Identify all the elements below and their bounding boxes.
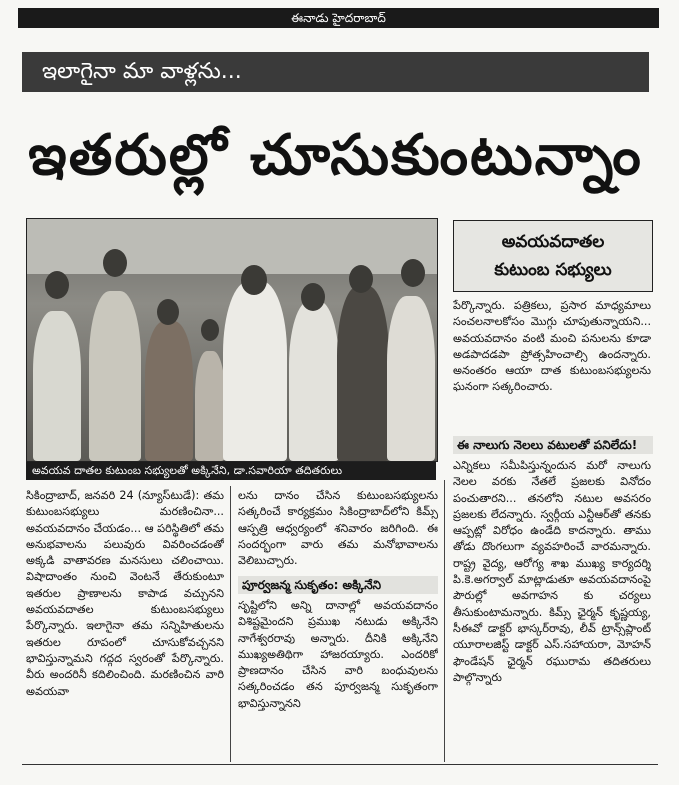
side-box-line2: కుటుంబ సభ్యులు xyxy=(494,260,612,280)
right-column-bottom xyxy=(453,458,651,760)
photo-person xyxy=(33,311,81,461)
photo-person-head xyxy=(201,319,219,341)
photo-person xyxy=(145,321,193,461)
photo-person xyxy=(337,286,389,461)
photo-person-head xyxy=(349,265,373,293)
photo-person-head xyxy=(103,249,127,277)
photo-person xyxy=(387,296,435,461)
photo-person xyxy=(289,301,339,461)
bottom-rule xyxy=(22,764,658,765)
column-two-paragraph-2: సృష్టిలోని అన్ని దానాల్లో అవయవదానం విశిష్టమైందని ప్రముఖ నటుడు అక్కినేని నాగేశ్వరరావు అన్నారు. దీనికి అక్కినేని ముఖ్యఅతిథిగా హాజరయ్యారు. ఎందరికో ప్రాణదానం చేసిన వారి బంధువులను సత్కరించడం తన పూర్వజన్మ సుకృతంగా భావిస్తున్నానని xyxy=(238,599,438,710)
kicker-banner: ఇలాగైనా మా వాళ్లను... xyxy=(22,52,649,92)
group-photo xyxy=(26,218,438,462)
photo-person-head xyxy=(401,259,425,287)
column-one xyxy=(26,488,224,760)
column-two-paragraph: లను దానం చేసిన కుటుంబసభ్యులను సత్కరించే కార్యక్రమం సికింద్రాబాద్‌లోని కిమ్స్ ఆస్పత్రి ఆధ్వర్యంలో శనివారం జరిగింది. ఈ సందర్భంగా వారు తమ మనోభావాలను వెలిబుచ్చారు. xyxy=(238,489,438,568)
photo-person-head xyxy=(241,265,267,295)
photo-person-head xyxy=(45,271,69,299)
right-subheading: ఈ నాలుగు నెలలు వటులతో పనిలేదు! xyxy=(453,436,653,454)
photo-person-head xyxy=(301,283,325,311)
headline: ఇతరుల్లో చూసుకుంటున్నాం xyxy=(28,122,643,188)
column-two-bottom xyxy=(238,598,438,760)
column-divider xyxy=(230,486,231,762)
masthead: ఈనాడు హైదరాబాద్ xyxy=(18,8,659,28)
photo-person-head xyxy=(157,299,179,325)
right-top-paragraph: పేర్కొన్నారు. పత్రికలు, ప్రసార మాధ్యమాలు సంచలనాలకోసం మొగ్గు చూపుతున్నాయని... అవయవదానం వంటి మంచి పనులను కూడా అడపాదడపా ప్రోత్సహించాల్సి ఉందన్నారు. అనంతరం ఆయా దాత కుటుంబసభ్యులను ఘనంగా సత్కరించారు. xyxy=(453,299,651,394)
side-box-line1: అవయవదాతల xyxy=(501,232,605,252)
column-one-paragraph: సికింద్రాబాద్, జనవరి 24 (న్యూస్‌టుడే): తమ కుటుంబసభ్యులు మరణించినా... అవయవదానం చేయడం... ఆ పరిస్థితిలో తమ అనుభవాలను పలువురు వివరించడంతో అక్కడి వాతావరణ మనసులు చలించాయి. విషాదాంతం నుంచి వెంటనే తేరుకుంటూ ఇతరుల ప్రాణాలను కాపాడ వచ్చునని అవయవదాతల కుటుంబసభ్యులు పేర్కొన్నారు. ఇలాగైనా తమ సన్నిహితులను ఇతరుల రూపంలో చూసుకోవచ్చనని భావిస్తున్నామని గద్గద స్వరంతో పేర్కొన్నారు. వీరు అందరినీ కదిలించింది. మరణించిన వారి అవయవా xyxy=(26,489,224,698)
right-bottom-paragraph: ఎన్నికలు సమీపిస్తున్నందున మరో నాలుగు నెలల వరకు నేతలే ప్రజలకు వినోదం పంచుతారని... తనలోని నటుల అవసరం ప్రజలకు లేదన్నారు. స్వర్గీయ ఎన్టీఆర్‌తో తనకు ఆప్పట్లో విరోధం ఉండేది కాదన్నారు. తాము తోడు దొంగలుగా వ్యవహరించే వారమన్నారు. రాష్ట్ర వైద్య, ఆరోగ్య శాఖ ముఖ్య కార్యదర్శి పి.కె.అగర్వాల్ మాట్లాడుతూ అవయవదానంపై పౌరుల్లో అవగాహన కు చర్యలు తీసుకుంటామన్నారు. కిమ్స్ ఛైర్మన్ కృష్ణయ్య, సీఈవో డాక్టర్ భాస్కర్‌రావు, లీవ్ ట్రాన్స్‌ప్లాంట్ యూరాలజిస్ట్ డాక్టర్ ఎస్.సహాయరా, మోహన్ ఫౌండేషన్ ఛైర్మన్ రఘురామ తదితరులు పాల్గొన్నారు xyxy=(453,459,651,684)
photo-person xyxy=(223,281,287,461)
column-divider xyxy=(444,480,445,762)
side-box xyxy=(453,220,653,292)
right-column-top xyxy=(453,298,651,430)
photo-person xyxy=(195,351,225,461)
column-two-subheading: పూర్వజన్మ సుకృతం: అక్కినేని xyxy=(238,576,438,594)
column-two-top xyxy=(238,488,438,572)
photo-person xyxy=(89,291,141,461)
photo-background-wall xyxy=(27,219,437,274)
photo-caption: అవయవ దాతల కుటుంబ సభ్యులతో అక్కినేని, డా.సవారియా తదితరులు xyxy=(26,462,436,480)
